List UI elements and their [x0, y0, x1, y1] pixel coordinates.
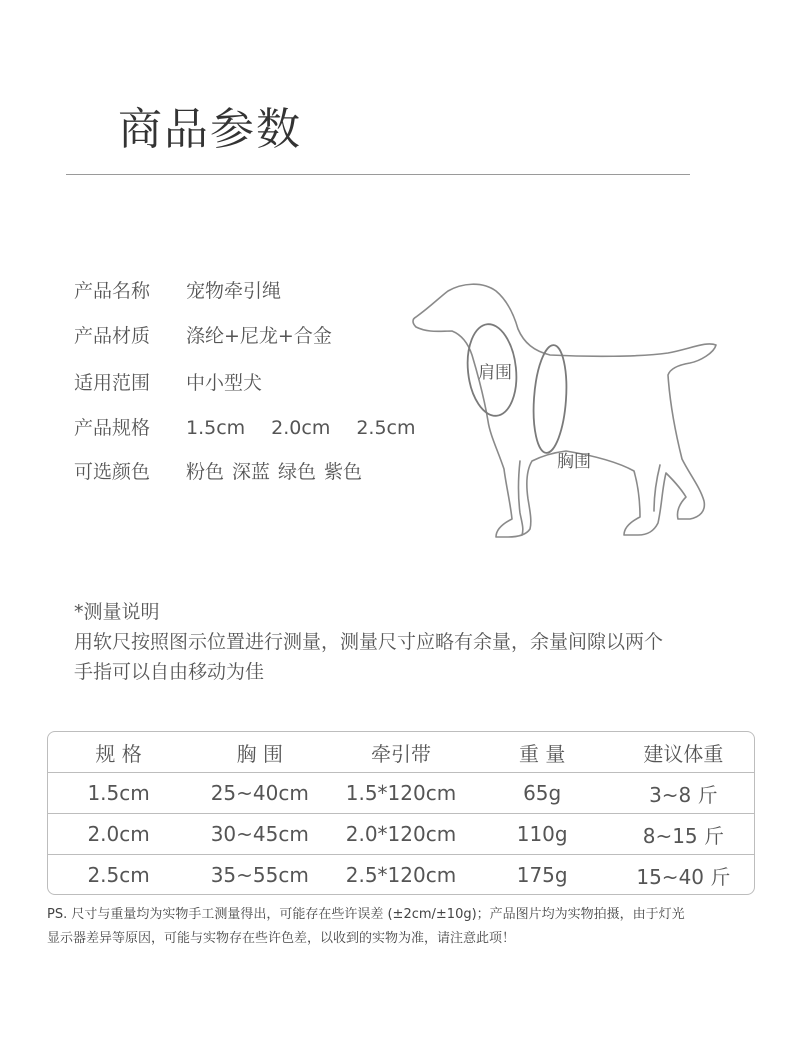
dog-near-front-leg: [519, 461, 523, 535]
color-item: 深蓝: [232, 461, 271, 483]
param-value: 中小型犬: [186, 372, 263, 394]
spec-item: 2.0cm: [271, 417, 331, 439]
table-cell: 2.5*120cm: [345, 863, 457, 887]
table-cell: 65g: [472, 773, 613, 814]
spec-item: 1.5cm: [186, 417, 246, 439]
chest-girth-label: 胸围: [557, 452, 591, 472]
size-table: [47, 731, 755, 895]
ps-line: 显示器差异等原因，可能与实物存在些许色差，以收到的实物为准，请注意此项！: [47, 931, 516, 946]
measure-note-line: 手指可以自由移动为佳: [74, 661, 265, 683]
table-row: [48, 773, 754, 814]
table-cell: 8~15 斤: [613, 814, 754, 855]
table-cell: 35~55cm: [210, 863, 309, 887]
dog-outline-diagram: [400, 275, 730, 545]
table-cell: 25~40cm: [189, 773, 330, 814]
ps-disclaimer: [47, 903, 767, 951]
dog-near-hind-leg: [654, 465, 660, 511]
measure-note-line: 用软尺按照图示位置进行测量，测量尺寸应略有余量，余量间隙以两个: [74, 631, 664, 653]
table-cell: 175g: [516, 863, 568, 887]
spec-item: 2.5cm: [356, 417, 416, 439]
ps-line: PS. 尺寸与重量均为实物手工测量得出，可能存在些许误差 (±2cm/±10g)；产品图片均为实物拍摄，由于灯光: [47, 907, 685, 922]
table-cell: 2.5cm: [87, 863, 150, 887]
table-cell: 3~8 斤: [613, 773, 754, 814]
color-item: 紫色: [324, 461, 363, 483]
param-label: 产品规格: [74, 417, 151, 439]
table-cell: 2.0*120cm: [330, 814, 471, 855]
param-value: 宠物牵引绳: [186, 280, 282, 302]
table-cell: 110g: [472, 814, 613, 855]
table-cell: 15~40 斤: [636, 864, 731, 889]
param-row-color: [74, 457, 370, 487]
param-label: 产品材质: [74, 325, 151, 347]
table-row: [48, 855, 754, 896]
table-cell: 1.5*120cm: [330, 773, 471, 814]
param-label: 产品名称: [74, 280, 151, 302]
table-header-cell: 牵引带: [330, 732, 471, 773]
table-header-row: [48, 732, 754, 773]
color-item: 绿色: [278, 461, 317, 483]
param-label: 可选颜色: [74, 461, 151, 483]
param-value: 涤纶+尼龙+合金: [186, 325, 332, 347]
table-cell: 1.5cm: [48, 773, 189, 814]
table-header-cell: 规 格: [48, 732, 189, 773]
measure-note-heading: *测量说明: [74, 601, 160, 623]
page-title: 商品参数: [118, 104, 302, 155]
table-cell: 2.0cm: [48, 814, 189, 855]
table-row: [48, 814, 754, 855]
table-header-cell: 胸 围: [189, 732, 330, 773]
chest-strap-loop: [530, 344, 569, 454]
param-row-scope: [74, 368, 262, 398]
table-header-cell: 重 量: [472, 732, 613, 773]
table-header-cell: 建议体重: [613, 732, 754, 773]
title-divider: [66, 174, 690, 175]
table-cell: 30~45cm: [189, 814, 330, 855]
param-label: 适用范围: [74, 372, 151, 394]
param-row-spec: [74, 413, 442, 443]
param-row-material: [74, 321, 332, 351]
color-item: 粉色: [186, 461, 225, 483]
param-row-name: [74, 276, 281, 306]
shoulder-girth-label: 肩围: [478, 363, 512, 383]
